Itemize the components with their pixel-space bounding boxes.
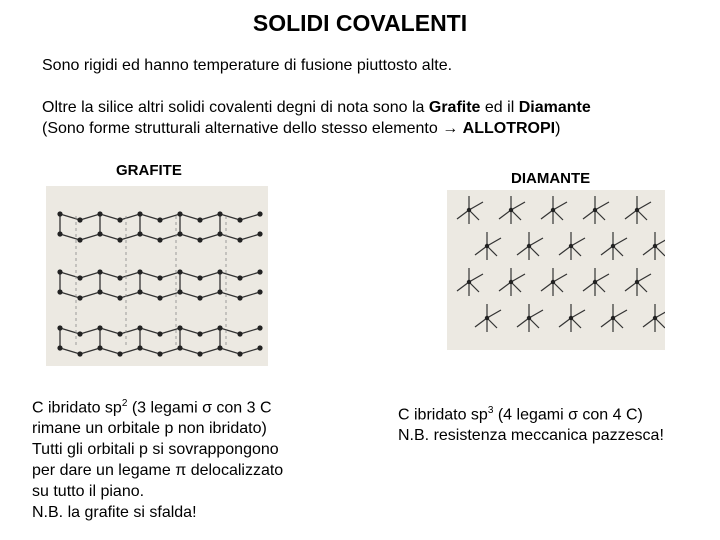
diamond-caption-line-2: N.B. resistenza meccanica pazzesca! [398, 427, 664, 445]
carbon-atom [177, 345, 182, 350]
carbon-atom [653, 244, 657, 248]
diamond-structure-image [447, 190, 665, 350]
bond [511, 274, 525, 282]
bond [160, 292, 180, 298]
carbon-atom [97, 345, 102, 350]
carbon-atom [485, 244, 489, 248]
bond [220, 272, 240, 278]
carbon-atom [137, 345, 142, 350]
bond [220, 348, 240, 354]
carbon-atom [527, 244, 531, 248]
bond [637, 202, 651, 210]
carbon-atom [117, 331, 122, 336]
bond [625, 210, 637, 219]
carbon-atom [527, 316, 531, 320]
bond [240, 292, 260, 298]
graphite-caption-line-4: per dare un legame π delocalizzato [32, 462, 284, 480]
bond [120, 272, 140, 278]
note-post: ) [555, 120, 561, 137]
graphite-caption-line-1: C ibridato $sp^2$ (3 legami σ con 3 C [32, 398, 272, 417]
bond [553, 202, 567, 210]
carbon-atom [77, 351, 82, 356]
bond [595, 202, 609, 210]
carbon-atom [177, 269, 182, 274]
carbon-atom [137, 269, 142, 274]
bond [469, 202, 483, 210]
carbon-atom [117, 217, 122, 222]
bond [487, 238, 501, 246]
arrow-icon: → [442, 120, 459, 137]
carbon-atom [177, 231, 182, 236]
bond [120, 214, 140, 220]
carbon-atom [217, 345, 222, 350]
bond [220, 328, 240, 334]
bond [180, 328, 200, 334]
carbon-atom [611, 244, 615, 248]
carbon-atom [509, 280, 513, 284]
bond [200, 214, 220, 220]
graphite-caption-line-3: Tutti gli orbitali p si sovrappongono [32, 441, 279, 459]
bond [60, 328, 80, 334]
carbon-atom [197, 351, 202, 356]
bond [457, 282, 469, 291]
bond [120, 234, 140, 240]
carbon-atom [57, 269, 62, 274]
diamante-term: Diamante [518, 99, 591, 116]
bond [180, 272, 200, 278]
bond [80, 328, 100, 334]
carbon-atom [217, 269, 222, 274]
bond [140, 234, 160, 240]
carbon-atom [197, 295, 202, 300]
carbon-atom [237, 275, 242, 280]
grafite-term: Grafite [428, 99, 481, 116]
bond [100, 214, 120, 220]
bond [613, 310, 627, 318]
carbon-atom [485, 316, 489, 320]
carbon-atom [57, 345, 62, 350]
carbon-atom [157, 351, 162, 356]
carbon-atom [177, 325, 182, 330]
bond [60, 272, 80, 278]
carbon-atom [217, 289, 222, 294]
bond [100, 328, 120, 334]
bond [200, 292, 220, 298]
bond [220, 234, 240, 240]
carbon-atom [137, 211, 142, 216]
carbon-atom [257, 289, 262, 294]
bond [180, 292, 200, 298]
bond [595, 274, 609, 282]
bond [457, 210, 469, 219]
carbon-atom [77, 217, 82, 222]
bond [160, 214, 180, 220]
carbon-atom [611, 316, 615, 320]
bond [80, 234, 100, 240]
bond [240, 272, 260, 278]
graphite-caption-line-6: N.B. la grafite si sfalda! [32, 504, 197, 522]
carbon-atom [653, 316, 657, 320]
carbon-atom [117, 351, 122, 356]
carbon-atom [257, 269, 262, 274]
bond [200, 234, 220, 240]
carbon-atom [97, 231, 102, 236]
carbon-atom [57, 211, 62, 216]
bond [559, 246, 571, 255]
bond [559, 318, 571, 327]
graphite-caption-line-2: rimane un orbitale p non ibridato) [32, 420, 267, 438]
bond [613, 238, 627, 246]
carbon-atom [197, 275, 202, 280]
bond [140, 272, 160, 278]
bond [160, 328, 180, 334]
bond [583, 210, 595, 219]
carbon-atom [77, 237, 82, 242]
carbon-atom [77, 331, 82, 336]
bond [601, 246, 613, 255]
allotropes-sentence [42, 98, 591, 118]
carbon-atom [467, 280, 471, 284]
intro-text: Sono rigidi ed hanno temperature di fusione piuttosto alte. [42, 57, 453, 74]
carbon-atom [197, 237, 202, 242]
bond [60, 214, 80, 220]
bond [120, 328, 140, 334]
bond [100, 348, 120, 354]
diamond-caption [398, 400, 708, 446]
bond [180, 234, 200, 240]
carbon-atom [117, 295, 122, 300]
carbon-atom [77, 275, 82, 280]
bond [140, 292, 160, 298]
bond [160, 348, 180, 354]
bond [80, 348, 100, 354]
carbon-atom [97, 325, 102, 330]
bond [643, 318, 655, 327]
carbon-atom [237, 237, 242, 242]
carbon-atom [157, 217, 162, 222]
bond [583, 282, 595, 291]
page-title: SOLIDI COVALENTI [252, 10, 468, 36]
bond [180, 348, 200, 354]
carbon-atom [569, 316, 573, 320]
carbon-atom [635, 208, 639, 212]
bond [240, 234, 260, 240]
bond [625, 282, 637, 291]
bond [60, 348, 80, 354]
bond [553, 274, 567, 282]
diamond-caption-line-1: C ibridato $sp^3$ (4 legami σ con 4 C) [398, 405, 643, 424]
bond [60, 234, 80, 240]
bond [100, 234, 120, 240]
carbon-atom [97, 269, 102, 274]
carbon-atom [157, 275, 162, 280]
bond [643, 246, 655, 255]
graphite-caption-line-5: su tutto il piano. [32, 483, 145, 501]
bond [487, 310, 501, 318]
carbon-atom [551, 280, 555, 284]
bond [499, 210, 511, 219]
bond [120, 292, 140, 298]
carbon-atom [177, 289, 182, 294]
carbon-atom [57, 325, 62, 330]
carbon-atom [593, 208, 597, 212]
carbon-atom [257, 345, 262, 350]
bond [60, 292, 80, 298]
bond [160, 272, 180, 278]
graphite-caption [32, 393, 332, 523]
bond [140, 214, 160, 220]
sentence-pre: Oltre la silice altri solidi covalenti degni di nota sono la [42, 99, 429, 116]
bond [511, 202, 525, 210]
bond [120, 348, 140, 354]
carbon-atom [57, 289, 62, 294]
carbon-atom [509, 208, 513, 212]
diamond-lattice-drawing [447, 190, 665, 350]
diamond-label: DIAMANTE [511, 170, 591, 187]
carbon-atom [197, 331, 202, 336]
bond [200, 272, 220, 278]
carbon-atom [97, 211, 102, 216]
bond [100, 292, 120, 298]
bond [517, 246, 529, 255]
bond [200, 328, 220, 334]
bond [637, 274, 651, 282]
bond [529, 310, 543, 318]
carbon-atom [157, 237, 162, 242]
bond [240, 214, 260, 220]
bond [541, 210, 553, 219]
carbon-atom [117, 275, 122, 280]
bond [80, 272, 100, 278]
carbon-atom [257, 231, 262, 236]
sentence-mid: ed il [480, 99, 519, 116]
carbon-atom [57, 231, 62, 236]
bond [200, 348, 220, 354]
carbon-atom [217, 325, 222, 330]
bond [220, 214, 240, 220]
carbon-atom [117, 237, 122, 242]
carbon-atom [257, 211, 262, 216]
bond [240, 328, 260, 334]
bond [571, 238, 585, 246]
graphite-layers-drawing [46, 186, 268, 366]
carbon-atom [237, 295, 242, 300]
carbon-atom [237, 217, 242, 222]
bond [517, 318, 529, 327]
bond [601, 318, 613, 327]
bond [475, 246, 487, 255]
carbon-atom [551, 208, 555, 212]
carbon-atom [237, 331, 242, 336]
carbon-atom [467, 208, 471, 212]
carbon-atom [137, 325, 142, 330]
graphite-structure-image [46, 186, 268, 366]
carbon-atom [217, 211, 222, 216]
carbon-atom [177, 211, 182, 216]
carbon-atom [257, 325, 262, 330]
allotropes-note [42, 119, 560, 139]
carbon-atom [97, 289, 102, 294]
bond [529, 238, 543, 246]
carbon-atom [77, 295, 82, 300]
carbon-atom [237, 351, 242, 356]
bond [140, 348, 160, 354]
bond [475, 318, 487, 327]
carbon-atom [197, 217, 202, 222]
carbon-atom [635, 280, 639, 284]
bond [469, 274, 483, 282]
bond [160, 234, 180, 240]
graphite-label: GRAFITE [116, 162, 182, 179]
carbon-atom [137, 289, 142, 294]
bond [541, 282, 553, 291]
bond [499, 282, 511, 291]
bond [140, 328, 160, 334]
bond [80, 214, 100, 220]
carbon-atom [569, 244, 573, 248]
carbon-atom [157, 295, 162, 300]
bond [220, 292, 240, 298]
carbon-atom [137, 231, 142, 236]
bond [571, 310, 585, 318]
allotropi-term: ALLOTROPI [462, 120, 556, 137]
carbon-atom [593, 280, 597, 284]
bond [180, 214, 200, 220]
carbon-atom [217, 231, 222, 236]
bond [100, 272, 120, 278]
carbon-atom [157, 331, 162, 336]
note-pre: (Sono forme strutturali alternative dello stesso elemento [42, 120, 443, 137]
bond [240, 348, 260, 354]
bond [80, 292, 100, 298]
